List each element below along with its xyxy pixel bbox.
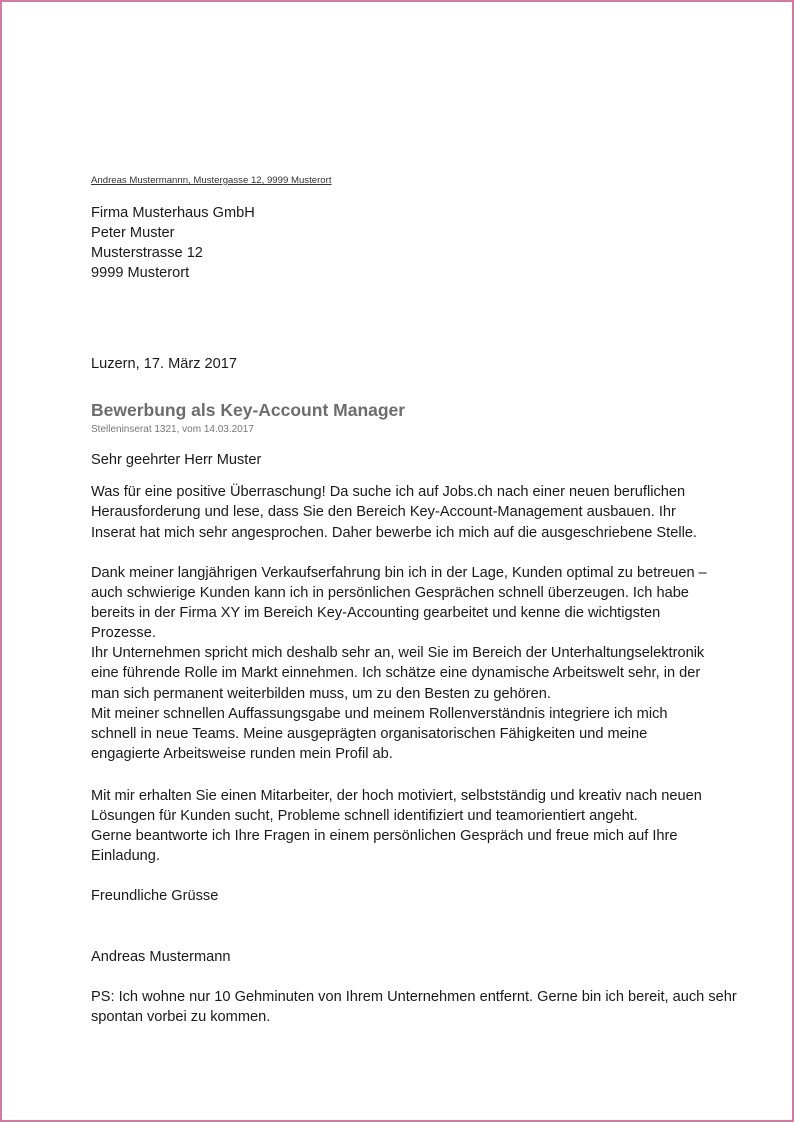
- sender-line: Andreas Mustermannn, Mustergasse 12, 9999 Musterort: [91, 175, 332, 186]
- body-line: bereits in der Firma XY im Bereich Key-Accounting gearbeitet und kenne die wichtigsten: [91, 605, 661, 621]
- body-line: Ihr Unternehmen spricht mich deshalb sehr an, weil Sie im Bereich der Unterhaltungselektronik: [91, 645, 705, 661]
- body-line: Mit mir erhalten Sie einen Mitarbeiter, der hoch motiviert, selbstständig und kreativ nach neuen: [91, 788, 702, 804]
- letter-date: Luzern, 17. März 2017: [91, 356, 238, 372]
- subject-title: Bewerbung als Key-Account Manager: [91, 400, 406, 420]
- body-line: Einladung.: [91, 848, 160, 864]
- subject-reference: Stelleninserat 1321, vom 14.03.2017: [91, 424, 254, 435]
- body-line: Lösungen für Kunden sucht, Probleme schnell identifiziert und teamorientiert angeht.: [91, 808, 638, 824]
- body-line: Was für eine positive Überraschung! Da suche ich auf Jobs.ch nach einer neuen beruflichen: [91, 484, 686, 500]
- recipient-line: 9999 Musterort: [91, 265, 190, 281]
- recipient-line: Musterstrasse 12: [91, 245, 203, 261]
- body-line: Inserat hat mich sehr angesprochen. Daher bewerbe ich mich auf die ausgeschriebene Stelle.: [91, 525, 697, 541]
- body-line: man sich permanent weiterbilden muss, um zu den Besten zu gehören.: [91, 686, 551, 702]
- body-line: engagierte Arbeitsweise runden mein Profil ab.: [91, 746, 393, 762]
- body-line: Mit meiner schnellen Auffassungsgabe und meinem Rollenverständnis integriere ich mich: [91, 706, 668, 722]
- recipient-line: Firma Musterhaus GmbH: [91, 205, 255, 221]
- recipient-line: Peter Muster: [91, 225, 175, 241]
- body-line: eine führende Rolle im Markt einnehmen. Ich schätze eine dynamische Arbeitswelt sehr, in der: [91, 665, 701, 681]
- body-line: Prozesse.: [91, 625, 156, 641]
- body-line: schnell in neue Teams. Meine ausgeprägten organisatorischen Fähigkeiten und meine: [91, 726, 648, 742]
- ps-line: PS: Ich wohne nur 10 Gehminuten von Ihrem Unternehmen entfernt. Gerne bin ich bereit, auch sehr: [91, 989, 737, 1005]
- salutation: Sehr geehrter Herr Muster: [91, 452, 262, 468]
- body-line: Dank meiner langjährigen Verkaufserfahrung bin ich in der Lage, Kunden optimal zu betreuen –: [91, 565, 707, 581]
- body-line: Gerne beantworte ich Ihre Fragen in einem persönlichen Gespräch und freue mich auf Ihre: [91, 828, 678, 844]
- body-line: auch schwierige Kunden kann ich in persönlichen Gesprächen schnell überzeugen. Ich habe: [91, 585, 689, 601]
- closing: Freundliche Grüsse: [91, 888, 219, 904]
- body-line: Herausforderung und lese, dass Sie den Bereich Key-Account-Management ausbauen. Ihr: [91, 504, 676, 520]
- ps-line: spontan vorbei zu kommen.: [91, 1009, 271, 1025]
- signature-name: Andreas Mustermann: [91, 949, 231, 965]
